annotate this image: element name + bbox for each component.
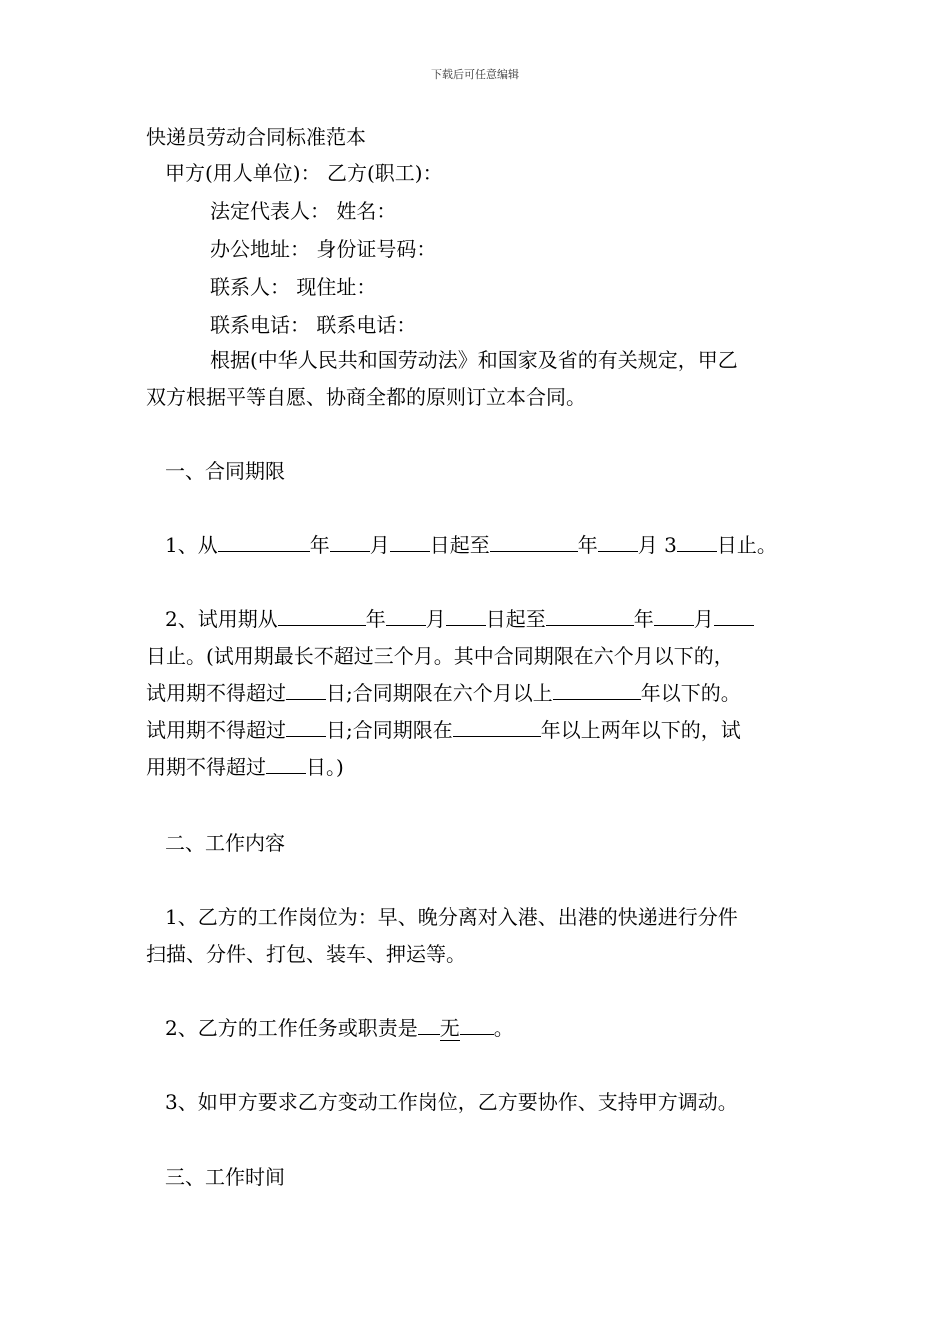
- work-item-2: 2、乙方的工作任务或职责是 无 。: [165, 1016, 514, 1040]
- parties-line: 甲方(用人单位)： 乙方(职工)：: [165, 161, 443, 185]
- work-item-3: 3、如甲方要求乙方变动工作岗位，乙方要协作、支持甲方调动。: [165, 1090, 738, 1114]
- work-item-1-line-2: 扫描、分件、打包、装车、押运等。: [146, 942, 466, 966]
- intro-line-1: 根据(中华人民共和国劳动法》和国家及省的有关规定，甲乙: [210, 348, 738, 372]
- phone-line: 联系电话： 联系电话：: [210, 313, 417, 337]
- term-item-2-line-2: 日止。(试用期最长不超过三个月。其中合同期限在六个月以下的，: [146, 644, 734, 668]
- section-heading-term: 一、合同期限: [165, 459, 285, 483]
- section-heading-work-time: 三、工作时间: [165, 1165, 285, 1189]
- intro-line-2: 双方根据平等自愿、协商全都的原则订立本合同。: [146, 385, 586, 409]
- work-item-1-line-1: 1、乙方的工作岗位为：早、晚分离对入港、出港的快递进行分件: [165, 905, 738, 929]
- term-item-2-line-1: 2、试用期从 年 月 日起至 年 月: [165, 606, 754, 632]
- term-item-2-line-5: 用期不得超过 日。): [146, 755, 344, 779]
- contact-line: 联系人： 现住址：: [210, 275, 377, 299]
- representative-line: 法定代表人： 姓名：: [210, 199, 397, 223]
- term-item-2-line-3: 试用期不得超过 日;合同期限在六个月以上 年以下的。: [146, 681, 741, 705]
- page-header: 下载后可任意编辑: [431, 68, 519, 81]
- term-item-1: 1、从 年 月 日起至 年 月 3 日止。: [165, 533, 777, 557]
- term-item-2-line-4: 试用期不得超过 日;合同期限在 年以上两年以下的，试: [146, 718, 741, 742]
- address-line: 办公地址： 身份证号码：: [210, 237, 437, 261]
- document-title: 快递员劳动合同标准范本: [146, 125, 366, 149]
- section-heading-work-content: 二、工作内容: [165, 831, 285, 855]
